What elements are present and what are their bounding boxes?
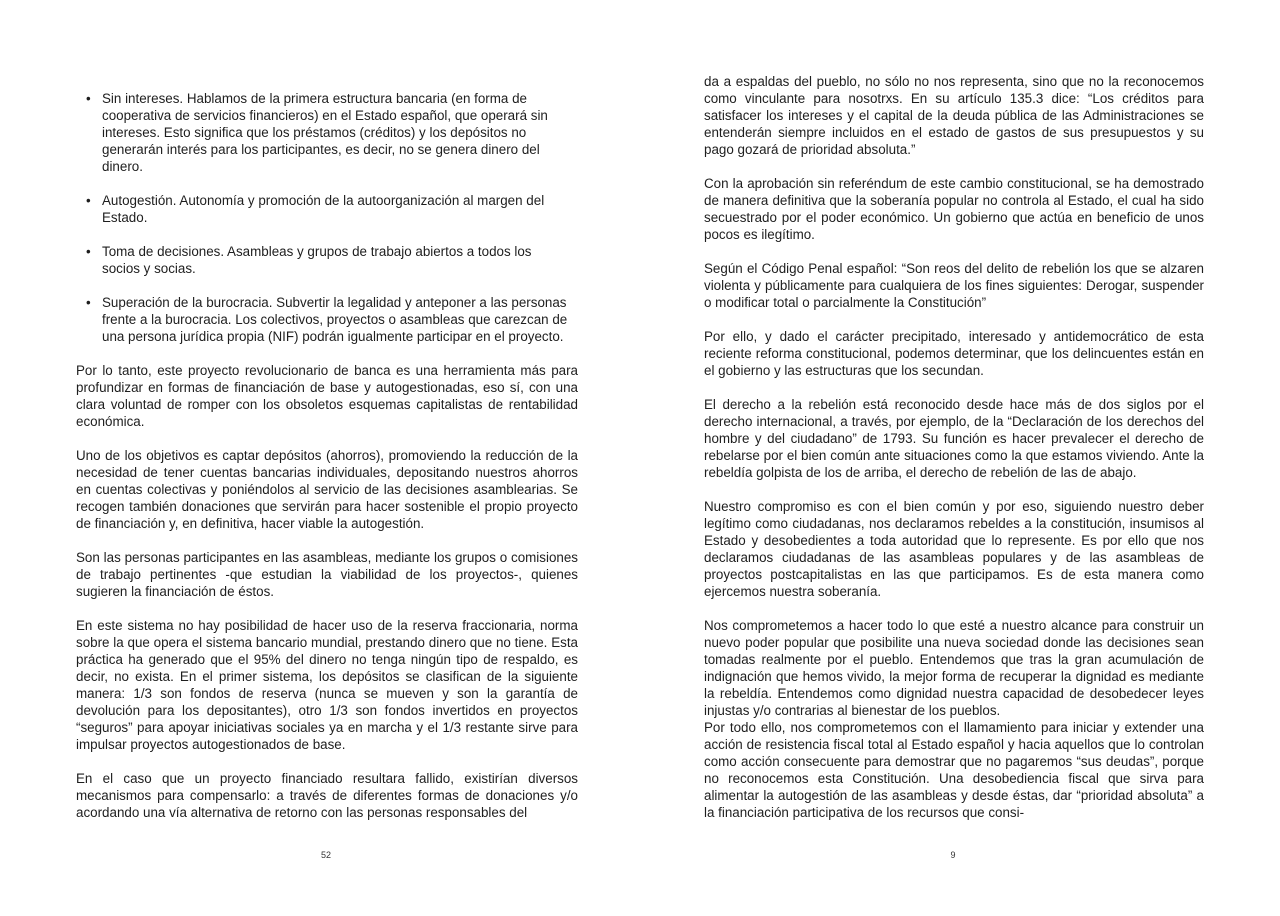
paragraph: Por ello, y dado el carácter precipitado, interesado y antidemocrático de esta reciente reforma constitucional, podemos determinar, que los delincuentes están en el gobierno y las estructuras que los secundan. (704, 329, 1204, 378)
paragraph: Son las personas participantes en las asambleas, mediante los grupos o comisiones de trabajo pertinentes -que estudian la viabilidad de los proyectos-, quienes sugieren la financiación de éstos. (76, 550, 578, 599)
paragraph: Según el Código Penal español: “Son reos del delito de rebelión los que se alzaren violenta y públicamente para cualquiera de los fines siguientes: Derogar, suspender o modificar total o parcialmente la Constitución” (704, 261, 1204, 310)
paragraph: Por lo tanto, este proyecto revolucionario de banca es una herramienta más para profundizar en formas de financiación de base y autogestionadas, eso sí, con una clara voluntad de romper con los obsoletos esquemas capitalistas de rentabilidad económica. (76, 363, 578, 429)
bullet-text: Autogestión. Autonomía y promoción de la autoorganización al margen del Estado. (102, 193, 545, 225)
right-page (640, 0, 1280, 916)
bullet-list (76, 90, 578, 345)
paragraph: Por todo ello, nos comprometemos con el llamamiento para iniciar y extender una acción de resistencia fiscal total al Estado español y hacia aquellos que lo controlan como acción consecuente para demostrar que no pagaremos “sus deudas”, porque no reconocemos esta Constitución. Una desobediencia fiscal que sirva para alimentar la autogestión de las asambleas y desde éstas, dar “prioridad absoluta” a la financiación participativa de los recursos que consi- (704, 720, 1204, 820)
bullet-item-toma-de-decisiones (76, 243, 578, 277)
right-text-column (704, 73, 1204, 821)
bullet-item-burocracia (76, 294, 578, 345)
paragraph: Nuestro compromiso es con el bien común y por eso, siguiendo nuestro deber legítimo como ciudadanas, nos declaramos rebeldes a la constitución, insumisos al Estado y desobedientes a toda autoridad que lo represente. Es por ello que nos declaramos ciudadanas de las asambleas populares y de las asambleas de proyectos postcapitalistas en las que participamos. Es de esta manera como ejercemos nuestra soberanía. (704, 499, 1204, 599)
paragraph: da a espaldas del pueblo, no sólo no nos representa, sino que no la reconocemos como vinculante para nosotrxs. En su artículo 135.3 dice: “Los créditos para satisfacer los intereses y el capital de la deuda pública de las Administraciones se entenderán siempre incluidos en el estado de gastos de sus presupuestos y su pago gozará de prioridad absoluta.” (704, 74, 1204, 157)
paragraph: Uno de los objetivos es captar depósitos (ahorros), promoviendo la reducción de la necesidad de tener cuentas bancarias individuales, depositando nuestros ahorros en cuentas colectivas y poniéndolos al servicio de las decisiones asamblearias. Se recogen también donaciones que servirán para hacer sostenible el propio proyecto de financiación y, en definitiva, hacer viable la autogestión. (76, 448, 578, 531)
bullet-icon: • (86, 244, 91, 259)
left-text-column (76, 90, 578, 821)
bullet-item-sin-intereses (76, 90, 578, 175)
bullet-text: Toma de decisiones. Asambleas y grupos de trabajo abiertos a todos los socios y socias. (102, 244, 532, 276)
bullet-icon: • (86, 91, 91, 106)
bullet-icon: • (86, 295, 91, 310)
page-number: 52 (320, 850, 331, 860)
bullet-text: Sin intereses. Hablamos de la primera estructura bancaria (en forma de cooperativa de servicios financieros) en el Estado español, que operará sin intereses. Esto significa que los préstamos (créditos) y los depósitos no generarán interés para los participantes, es decir, no se genera dinero del dinero. (102, 91, 548, 174)
paragraph: En este sistema no hay posibilidad de hacer uso de la reserva fraccionaria, norma sobre la que opera el sistema bancario mundial, prestando dinero que no tiene. Esta práctica ha generado que el 95% del dinero no tenga ningún tipo de respaldo, es decir, no exista. En el primer sistema, los depósitos se clasifican de la siguiente manera: 1/3 son fondos de reserva (nunca se mueven y son la garantía de devolución para los depositantes), otro 1/3 son fondos invertidos en proyectos “seguros” para apoyar iniciativas sociales ya en marcha y el 1/3 restante sirve para impulsar proyectos autogestionados de base. (76, 618, 578, 752)
paragraph: Nos comprometemos a hacer todo lo que esté a nuestro alcance para construir un nuevo poder popular que posibilite una nueva sociedad donde las decisiones sean tomadas realmente por el pueblo. Entendemos que tras la gran acumulación de indignación que hemos vivido, la mejor forma de recuperar la dignidad es mediante la rebeldía. Entendemos como dignidad nuestra capacidad de desobedecer leyes injustas y/o contrarias al bienestar de los pueblos. (704, 618, 1204, 718)
bullet-item-autogestion (76, 192, 578, 226)
bullet-text: Superación de la burocracia. Subvertir la legalidad y anteponer a las personas frente a la burocracia. Los colectivos, proyectos o asambleas que carezcan de una persona jurídica propia (NIF) podrán igualmente participar en el proyecto. (102, 295, 568, 344)
paragraph: Con la aprobación sin referéndum de este cambio constitucional, se ha demostrado de manera definitiva que la soberanía popular no controla al Estado, el cual ha sido secuestrado por el poder económico. Un gobierno que actúa en beneficio de unos pocos es ilegítimo. (704, 176, 1204, 242)
page-number: 9 (950, 850, 956, 860)
bullet-icon: • (86, 193, 91, 208)
paragraph: En el caso que un proyecto financiado resultara fallido, existirían diversos mecanismos para compensarlo: a través de diferentes formas de donaciones y/o acordando una vía alternativa de retorno con las personas responsables del (76, 771, 578, 820)
paragraph: El derecho a la rebelión está reconocido desde hace más de dos siglos por el derecho internacional, a través, por ejemplo, de la “Declaración de los derechos del hombre y del ciudadano” de 1793. Su función es hacer prevalecer el derecho de rebelarse por el bien común ante situaciones como la que estamos viviendo. Ante la rebeldía golpista de los de arriba, el derecho de rebelión de las de abajo. (704, 397, 1204, 480)
